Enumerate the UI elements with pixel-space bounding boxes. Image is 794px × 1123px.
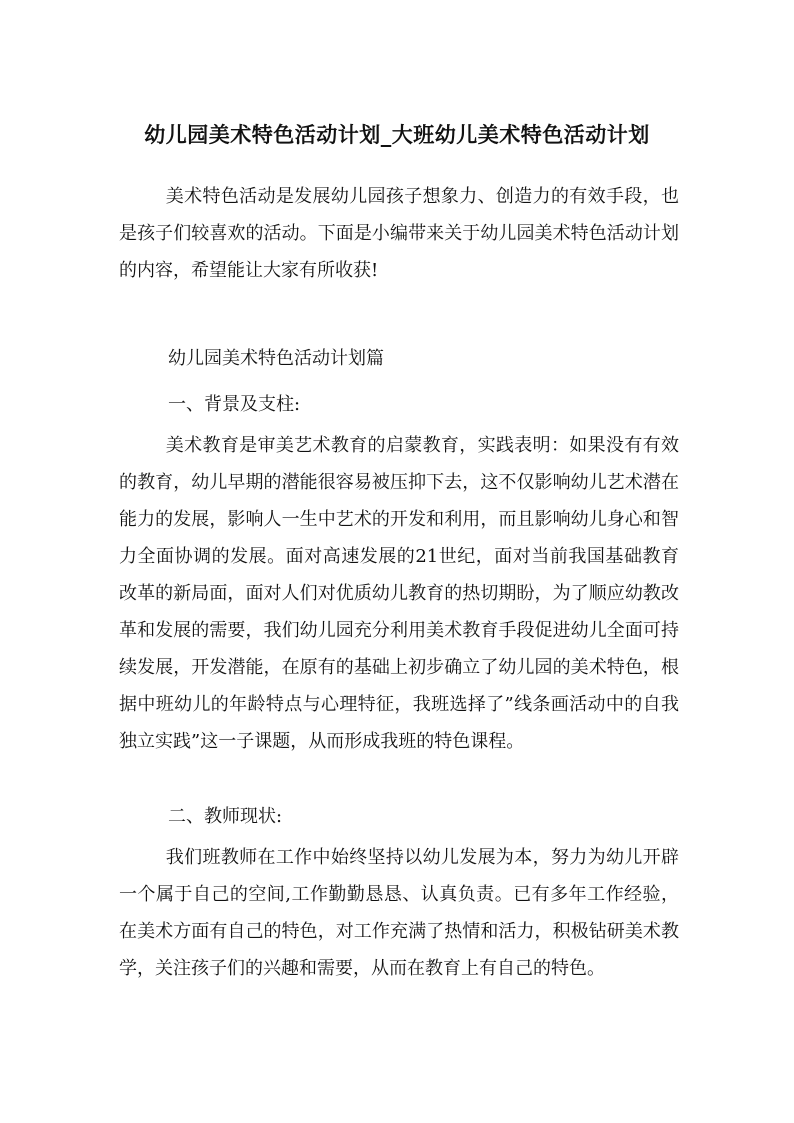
article-subtitle: 幼儿园美术特色活动计划篇 <box>168 348 384 369</box>
section-heading-background: 一、背景及支柱: <box>168 394 301 415</box>
intro-text: 美术特色活动是发展幼儿园孩子想象力、创造力的有效手段，也是孩子们较喜欢的活动。下面是小编带来关于幼儿园美术特色活动计划的内容，希望能让大家有所收获! <box>119 186 679 281</box>
background-paragraph <box>119 427 679 760</box>
section-heading-teacher-status: 二、教师现状: <box>168 806 283 827</box>
background-text: 美术教育是审美艺术教育的启蒙教育，实践表明：如果没有有效的教育，幼儿早期的潜能很容易被压抑下去，这不仅影响幼儿艺术潜在能力的发展，影响人一生中艺术的开发和利用，而且影响幼儿身心和智力全面协调的发展。面对高速发展的21世纪，面对当前我国基础教育改革的新局面，面对人们对优质幼儿教育的热切期盼，为了顺应幼教改革和发展的需要，我们幼儿园充分利用美术教育手段促进幼儿全面可持续发展，开发潜能，在原有的基础上初步确立了幼儿园的美术特色，根据中班幼儿的年龄特点与心理特征，我班选择了”线条画活动中的自我独立实践”这一子课题，从而形成我班的特色课程。 <box>119 435 679 752</box>
teacher-status-text: 我们班教师在工作中始终坚持以幼儿发展为本，努力为幼儿开辟一个属于自己的空间,工作勤勤恳恳、认真负责。已有多年工作经验，在美术方面有自己的特色，对工作充满了热情和活力，积极钻研美术教学，关注孩子们的兴趣和需要，从而在教育上有自己的特色。 <box>119 847 679 979</box>
intro-paragraph <box>119 178 679 289</box>
document-title: 幼儿园美术特色活动计划_大班幼儿美术特色活动计划 <box>144 122 650 147</box>
teacher-status-paragraph <box>119 839 679 987</box>
